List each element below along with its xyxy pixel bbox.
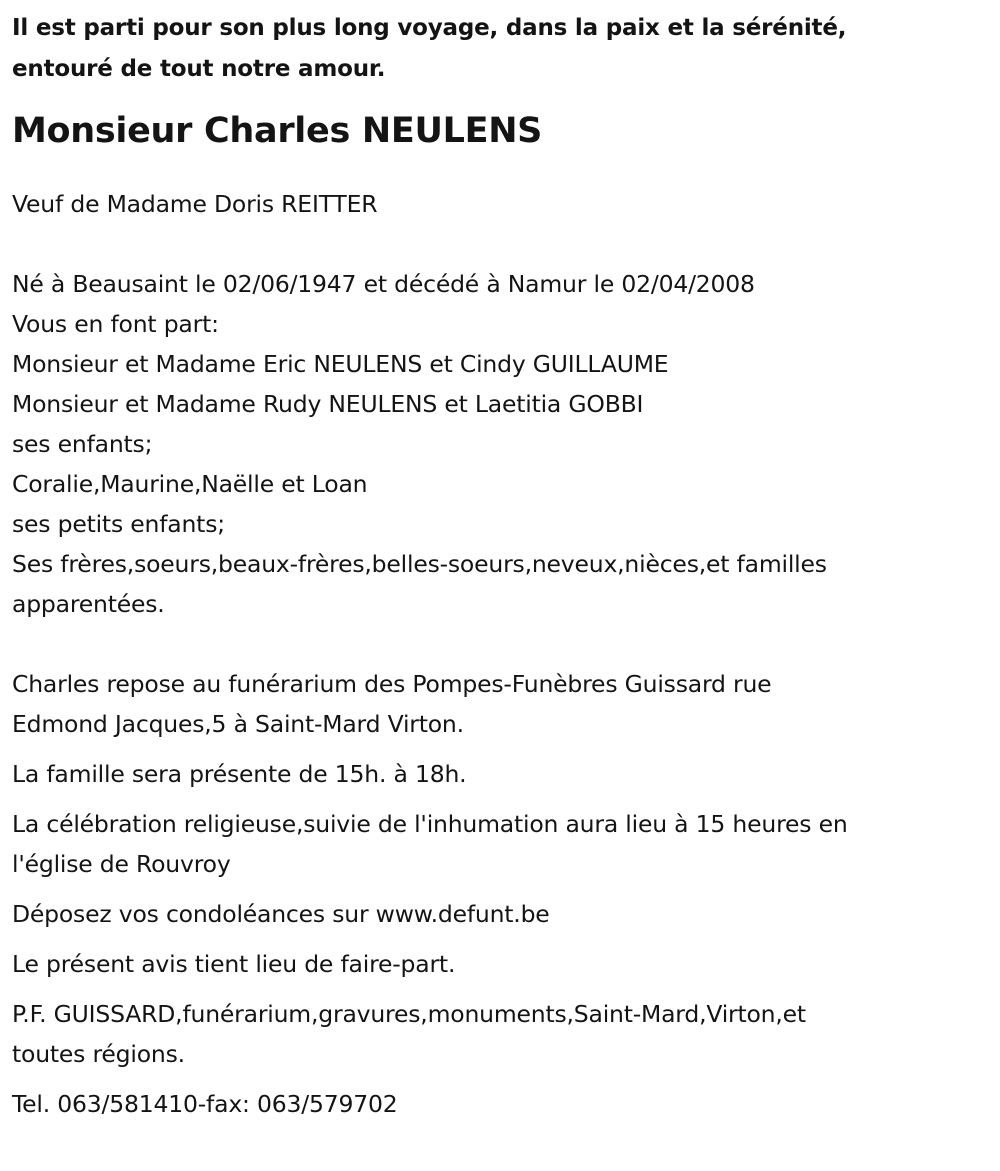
widow-line: Veuf de Madame Doris REITTER	[12, 190, 378, 218]
child-line-1: Monsieur et Madame Eric NEULENS et Cindy GUILLAUME	[12, 350, 669, 378]
children-label: ses enfants;	[12, 430, 153, 458]
family-intro: Vous en font part:	[12, 310, 219, 338]
grandchildren-names: Coralie,Maurine,Naëlle et Loan	[12, 470, 368, 498]
ceremony-line-1: La célébration religieuse,suivie de l'inhumation aura lieu à 15 heures en	[12, 810, 848, 838]
intro-line-1: Il est parti pour son plus long voyage, dans la paix et la sérénité,	[12, 15, 847, 41]
funeral-home-line-2: toutes régions.	[12, 1040, 185, 1068]
rest-location-line-1: Charles repose au funérarium des Pompes-Funèbres Guissard rue	[12, 670, 772, 698]
condolences-line: Déposez vos condoléances sur www.defunt.be	[12, 900, 550, 928]
family-presence: La famille sera présente de 15h. à 18h.	[12, 760, 467, 788]
intro-text	[12, 0, 988, 90]
grandchildren-label: ses petits enfants;	[12, 510, 225, 538]
ceremony-info	[12, 804, 988, 884]
relatives-text	[12, 544, 988, 624]
family-announcement	[12, 304, 988, 624]
funeral-home-info	[12, 994, 988, 1074]
contact-line: Tel. 063/581410-fax: 063/579702	[12, 1090, 398, 1118]
child-line-2: Monsieur et Madame Rudy NEULENS et Laetitia GOBBI	[12, 390, 644, 418]
deceased-name: Monsieur Charles NEULENS	[12, 111, 543, 151]
intro-line-2: entouré de tout notre amour.	[12, 56, 386, 82]
notice-line: Le présent avis tient lieu de faire-part.	[12, 950, 456, 978]
birth-death-line: Né à Beausaint le 02/06/1947 et décédé à Namur le 02/04/2008	[12, 270, 755, 298]
relatives-line-2: apparentées.	[12, 590, 165, 618]
funeral-home-line-1: P.F. GUISSARD,funérarium,gravures,monuments,Saint-Mard,Virton,et	[12, 1000, 806, 1028]
relatives-line-1: Ses frères,soeurs,beaux-frères,belles-soeurs,neveux,nièces,et familles	[12, 550, 827, 578]
ceremony-line-2: l'église de Rouvroy	[12, 850, 231, 878]
rest-location-line-2: Edmond Jacques,5 à Saint-Mard Virton.	[12, 710, 464, 738]
rest-location	[12, 664, 988, 744]
